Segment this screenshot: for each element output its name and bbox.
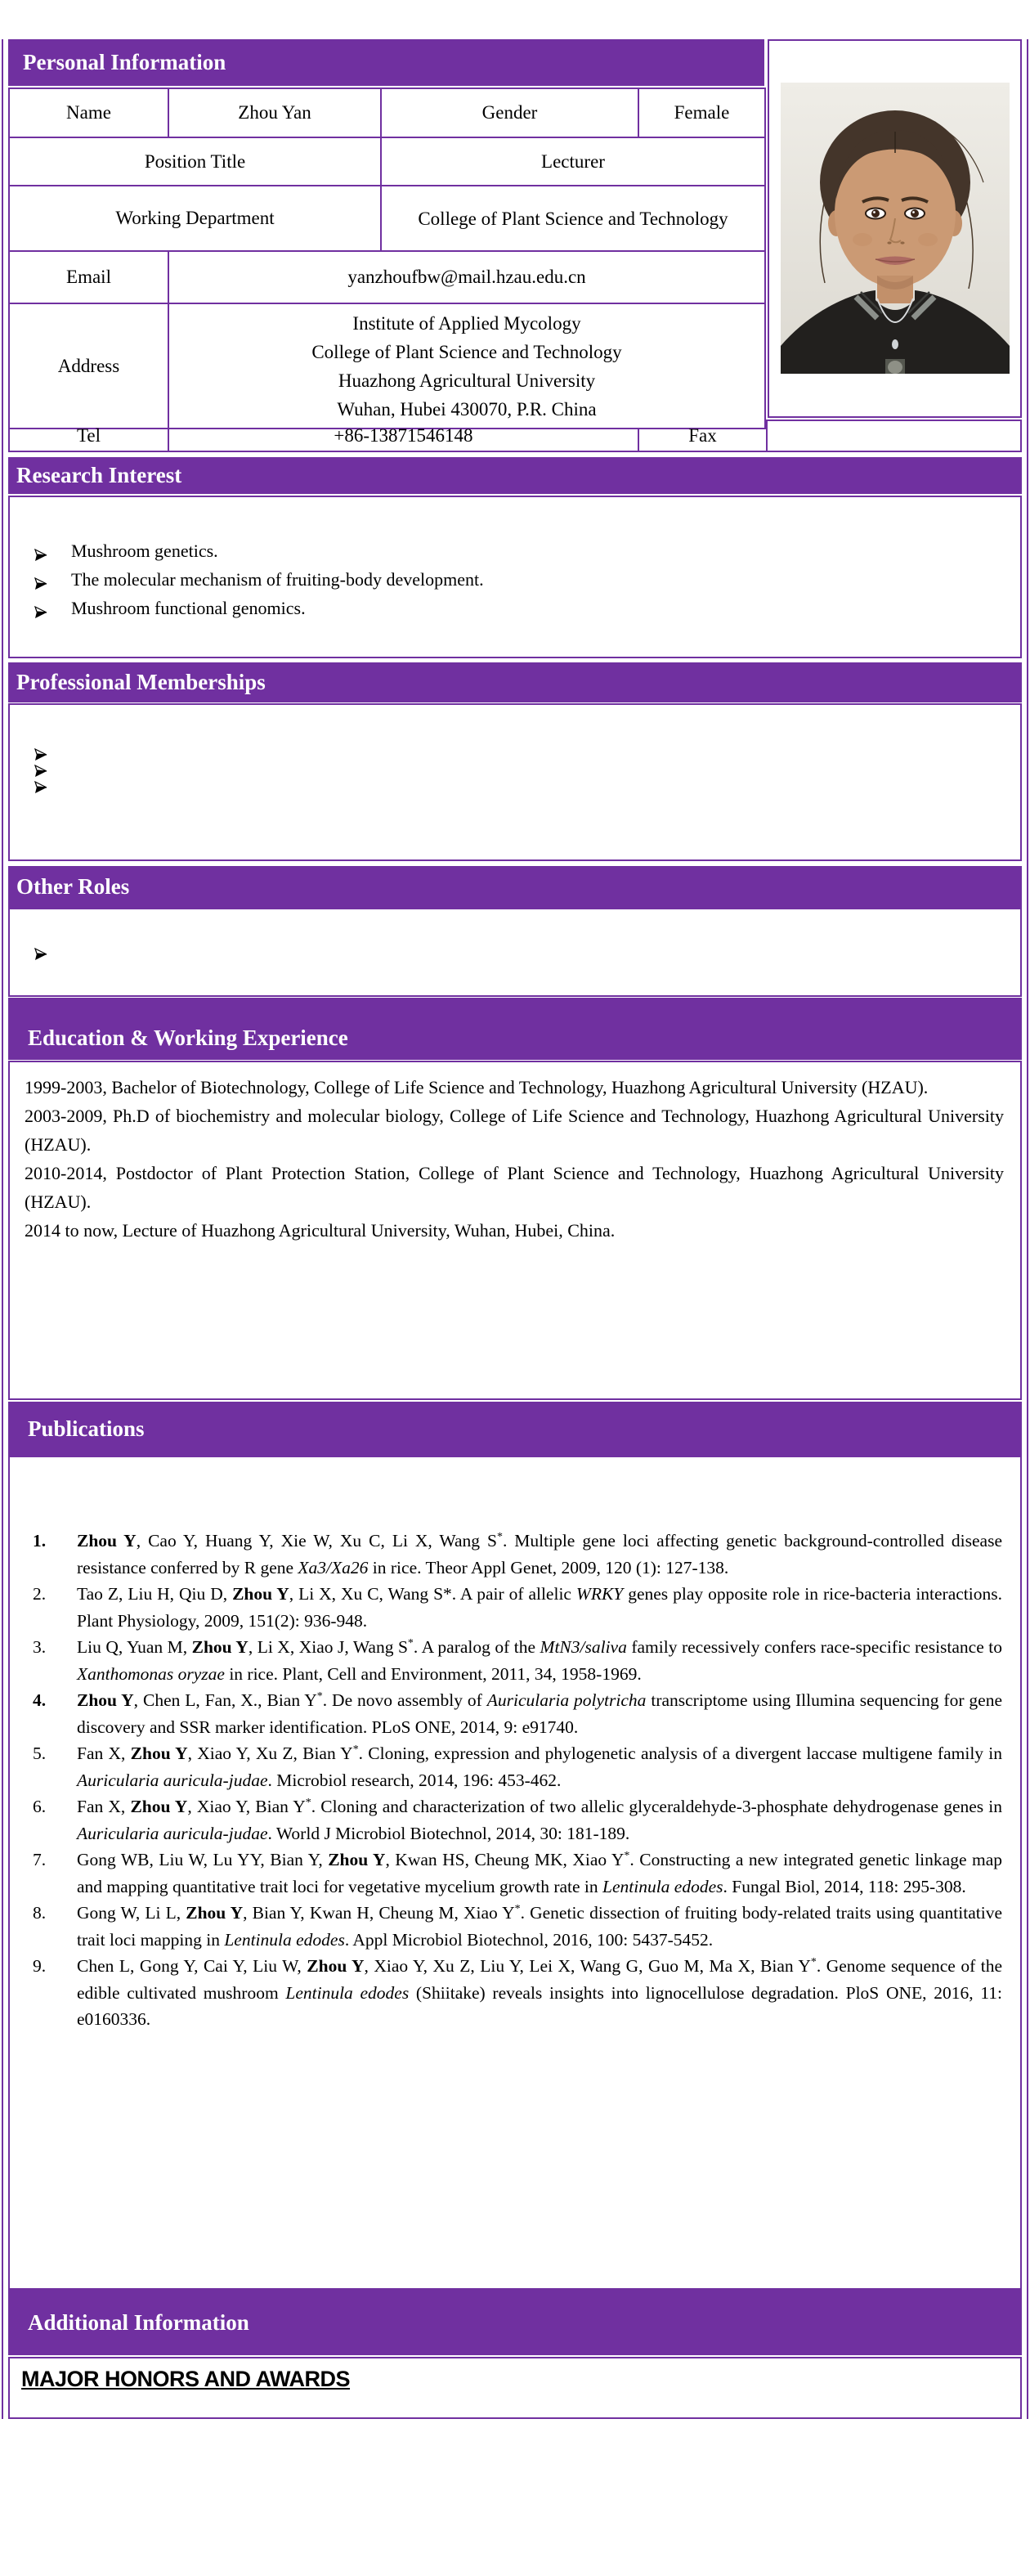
research-interest-item bbox=[10, 536, 1020, 565]
email-label: Email bbox=[9, 251, 168, 303]
publication-item bbox=[10, 1847, 1002, 1900]
publication-number: 6. bbox=[33, 1797, 47, 1816]
name-value: Zhou Yan bbox=[168, 88, 381, 137]
publication-item bbox=[10, 1953, 1002, 2033]
other-roles-box bbox=[8, 908, 1022, 997]
membership-item bbox=[10, 775, 1020, 792]
membership-item bbox=[10, 759, 1020, 775]
additional-information-header: Additional Information bbox=[8, 2290, 1022, 2355]
research-interest-text: Mushroom genetics. bbox=[71, 541, 218, 561]
education-entry: 2003-2009, Ph.D of biochemistry and molecular biology, College of Life Science and Technology, Huazhong Agricultural University (HZAU). bbox=[25, 1106, 1004, 1155]
publication-number: 4. bbox=[33, 1690, 47, 1710]
working-department-label: Working Department bbox=[9, 186, 381, 251]
bullet-arrow-icon bbox=[33, 572, 49, 588]
bullet-arrow-icon bbox=[33, 759, 49, 775]
publication-item bbox=[10, 1687, 1002, 1740]
address-line: Institute of Applied Mycology bbox=[352, 312, 581, 334]
address-line: Wuhan, Hubei 430070, P.R. China bbox=[337, 398, 597, 420]
publication-text: Tao Z, Liu H, Qiu D, Zhou Y, Li X, Xu C, Wang S*. A pair of allelic WRKY genes play opposite role in rice-bacteria interactions. Plant Physiology, 2009, 151(2): 936-948. bbox=[77, 1584, 1002, 1631]
publication-item bbox=[10, 1793, 1002, 1847]
publication-number: 8. bbox=[33, 1903, 47, 1923]
address-line: College of Plant Science and Technology bbox=[311, 341, 622, 362]
research-interest-item bbox=[10, 594, 1020, 622]
position-title-label: Position Title bbox=[9, 137, 381, 186]
publications-header: Publications bbox=[8, 1402, 1022, 1456]
fax-value bbox=[767, 420, 1021, 451]
education-entry: 2014 to now, Lecture of Huazhong Agricultural University, Wuhan, Hubei, China. bbox=[25, 1220, 616, 1241]
publication-text: Gong W, Li L, Zhou Y, Bian Y, Kwan H, Cheung M, Xiao Y*. Genetic dissection of fruiting body-related traits using quantitative trait loci mapping in Lentinula edodes. Appl Microbiol Biotechnol, 2016, 100: 5437-5452. bbox=[77, 1902, 1002, 1950]
publication-text: Fan X, Zhou Y, Xiao Y, Bian Y*. Cloning and characterization of two allelic glyceraldehyde-3-phosphate dehydrogenase genes in Auricularia auricula-judae. World J Microbiol Biotechnol, 2014, 30: 181-189. bbox=[77, 1796, 1003, 1843]
publication-text: Zhou Y, Cao Y, Huang Y, Xie W, Xu C, Li X, Wang S*. Multiple gene loci affecting genetic background-controlled disease resistance conferred by R gene Xa3/Xa26 in rice. Theor Appl Genet, 2009, 120 (1): 127-138. bbox=[77, 1530, 1003, 1577]
personal-info-table bbox=[8, 88, 766, 429]
membership-item bbox=[10, 743, 1020, 759]
education-header: Education & Working Experience bbox=[8, 1016, 1022, 1060]
bullet-arrow-icon bbox=[33, 942, 49, 958]
publications-box bbox=[8, 1456, 1022, 2290]
research-interest-header: Research Interest bbox=[8, 457, 1022, 494]
education-box bbox=[8, 1061, 1022, 1400]
working-department-value: College of Plant Science and Technology bbox=[381, 186, 765, 251]
publication-number: 1. bbox=[33, 1531, 47, 1551]
professional-memberships-header: Professional Memberships bbox=[8, 662, 1022, 702]
bullet-arrow-icon bbox=[33, 600, 49, 617]
personal-information-header: Personal Information bbox=[8, 39, 764, 86]
publication-number: 5. bbox=[33, 1744, 47, 1763]
other-role-item bbox=[10, 942, 1020, 958]
section-divider bbox=[8, 998, 1022, 1016]
photo-cell bbox=[768, 39, 1022, 418]
publication-item bbox=[10, 1528, 1002, 1581]
name-label: Name bbox=[9, 88, 168, 137]
gender-value: Female bbox=[638, 88, 765, 137]
research-interest-text: The molecular mechanism of fruiting-body development. bbox=[71, 569, 484, 590]
publication-item bbox=[10, 1581, 1002, 1634]
publication-text: Chen L, Gong Y, Cai Y, Liu W, Zhou Y, Xiao Y, Xu Z, Liu Y, Lei X, Wang G, Guo M, Ma X, Bian Y*. Genome sequence of the edible cultivated mushroom Lentinula edodes (Shiitake) reveals insights into lignocellulose degradation. PloS ONE, 2016, 11: e0160336. bbox=[77, 1955, 1003, 2029]
bullet-arrow-icon bbox=[33, 743, 49, 759]
other-roles-header: Other Roles bbox=[8, 866, 1022, 908]
publication-number: 9. bbox=[33, 1956, 47, 1976]
personal-information-section bbox=[8, 39, 1022, 418]
address-label: Address bbox=[9, 303, 168, 429]
research-interest-item bbox=[10, 565, 1020, 594]
publication-number: 3. bbox=[33, 1637, 47, 1657]
page-frame bbox=[2, 39, 1028, 2419]
publication-text: Zhou Y, Chen L, Fan, X., Bian Y*. De novo assembly of Auricularia polytricha transcriptome using Illumina sequencing for gene discovery and SSR marker identification. PLoS ONE, 2014, 9: e91740. bbox=[77, 1690, 1003, 1737]
publication-text: Liu Q, Yuan M, Zhou Y, Li X, Xiao J, Wang S*. A paralog of the MtN3/saliva family recessively confers race-specific resistance to Xanthomonas oryzae in rice. Plant, Cell and Environment, 2011, 34, 1958-1969. bbox=[77, 1636, 1002, 1684]
address-line: Huazhong Agricultural University bbox=[338, 370, 596, 391]
tel-value: +86-13871546148 bbox=[168, 420, 638, 451]
publication-number: 7. bbox=[33, 1850, 47, 1869]
research-interest-box bbox=[8, 496, 1022, 658]
publication-text: Gong WB, Liu W, Lu YY, Bian Y, Zhou Y, Kwan HS, Cheung MK, Xiao Y*. Constructing a new integrated genetic linkage map and mapping quantitative trait loci for vegetative mycelium growth rate in Lentinula edodes. Fungal Biol, 2014, 118: 295-308. bbox=[77, 1849, 1002, 1896]
bullet-arrow-icon bbox=[33, 543, 49, 559]
education-entry: 1999-2003, Bachelor of Biotechnology, College of Life Science and Technology, Huazhong Agricultural University (HZAU). bbox=[25, 1077, 929, 1097]
gender-label: Gender bbox=[381, 88, 638, 137]
publication-item bbox=[10, 1634, 1002, 1687]
bullet-arrow-icon bbox=[33, 775, 49, 792]
portrait-photo bbox=[781, 83, 1010, 374]
additional-information-box bbox=[8, 2357, 1022, 2419]
address-value bbox=[168, 303, 765, 429]
publication-item bbox=[10, 1740, 1002, 1793]
research-interest-text: Mushroom functional genomics. bbox=[71, 598, 306, 618]
email-value: yanzhoufbw@mail.hzau.edu.cn bbox=[168, 251, 765, 303]
personal-info-left bbox=[8, 39, 764, 418]
fax-label: Fax bbox=[638, 420, 767, 451]
position-title-value: Lecturer bbox=[381, 137, 765, 186]
major-honors-heading: MAJOR HONORS AND AWARDS bbox=[21, 2367, 351, 2391]
publication-item bbox=[10, 1900, 1002, 1953]
professional-memberships-box bbox=[8, 703, 1022, 861]
publication-number: 2. bbox=[33, 1584, 47, 1604]
tel-label: Tel bbox=[9, 420, 168, 451]
education-entry: 2010-2014, Postdoctor of Plant Protection Station, College of Plant Science and Technology, Huazhong Agricultural University (HZAU). bbox=[25, 1163, 1004, 1212]
publication-text: Fan X, Zhou Y, Xiao Y, Xu Z, Bian Y*. Cloning, expression and phylogenetic analysis of a divergent laccase multigene family in Auricularia auricula-judae. Microbiol research, 2014, 196: 453-462. bbox=[77, 1743, 1003, 1790]
